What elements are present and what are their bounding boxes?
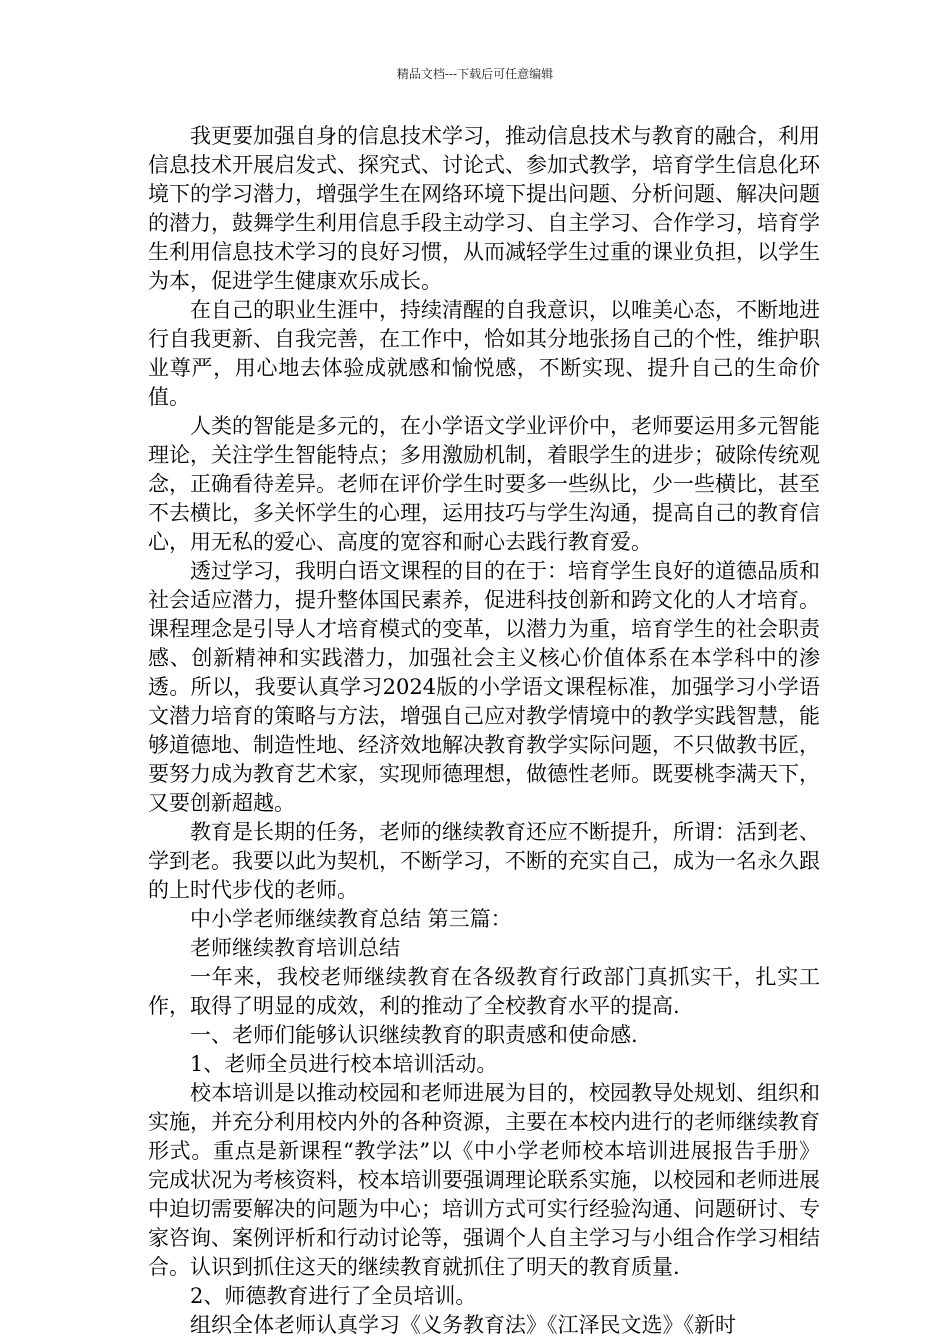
paragraph: 透过学习，我明白语文课程的目的在于：培育学生良好的道德品质和社会适应潜力，提升整体国民素养，促进科技创新和跨文化的人才培育。课程理念是引导人才培育模式的变革，以潜力为重，培育学生的社会职责感、创新精神和实践潜力，加强社会主义核心价值体系在本学科中的渗透。所以，我要认真学习2024版的小学语文课程标准，加强学习小学语文潜力培育的策略与方法，增强自己应对教学情境中的教学实践智慧，能够道德地、制造性地、经济效地解决教育教学实际问题，不只做教书匠，要努力成为教育艺术家，实现师德理想，做德性老师。既要桃李满天下，又要创新超越。 [148, 559, 820, 815]
page-header: 精品文档---下载后可任意编辑 [396, 67, 554, 81]
paragraph: 人类的智能是多元的，在小学语文学业评价中，老师要运用多元智能理论，关注学生智能特点；多用激励机制，着眼学生的进步；破除传统观念，正确看待差异。老师在评价学生时要多一些纵比，少一些横比，甚至不去横比，多关怀学生的心理，运用技巧与学生沟通，提高自己的教育信心，用无私的爱心、高度的宽容和耐心去践行教育爱。 [148, 414, 820, 554]
paragraph: 在自己的职业生涯中，持续清醒的自我意识，以唯美心态，不断地进行自我更新、自我完善，在工作中，恰如其分地张扬自己的个性，维护职业尊严，用心地去体验成就感和愉悦感，不断实现、提升自己的生命价值。 [148, 298, 820, 409]
heading-level-2: 1、老师全员进行校本培训活动。 [190, 1052, 498, 1076]
paragraph: 教育是长期的任务，老师的继续教育还应不断提升，所谓：活到老、学到老。我要以此为契机，不断学习，不断的充实自己，成为一名永久跟的上时代步伐的老师。 [148, 820, 820, 902]
paragraph: 组织全体老师认真学习《义务教育法》《江泽民文选》《新时 [190, 1313, 736, 1337]
paragraph: 校本培训是以推动校园和老师进展为目的，校园教导处规划、组织和实施，并充分利用校内外的各种资源，主要在本校内进行的老师继续教育形式。重点是新课程“教学法”以《中小学老师校本培训进展报告手册》完成状况为考核资料，校本培训要强调理论联系实施，以校园和老师进展中迫切需要解决的问题为中心；培训方式可实行经验沟通、问题研讨、专家咨询、案例评析和行动讨论等，强调个人自主学习与小组合作学习相结合。认识到抓住这天的继续教育就抓住了明天的教育质量. [148, 1081, 820, 1279]
section-subtitle: 老师继续教育培训总结 [190, 936, 400, 960]
document-body [148, 122, 820, 1340]
heading-level-2: 2、师德教育进行了全员培训。 [190, 1284, 477, 1308]
paragraph: 我更要加强自身的信息技术学习，推动信息技术与教育的融合，利用信息技术开展启发式、探究式、讨论式、参加式教学，培育学生信息化环境下的学习潜力，增强学生在网络环境下提出问题、分析问题、解决问题的潜力，鼓舞学生利用信息手段主动学习、自主学习、合作学习，培育学生利用信息技术学习的良好习惯，从而减轻学生过重的课业负担，以学生为本，促进学生健康欢乐成长。 [148, 124, 820, 293]
paragraph: 一年来，我校老师继续教育在各级教育行政部门真抓实干，扎实工作，取得了明显的成效，利的推动了全校教育水平的提高. [148, 965, 820, 1018]
heading-level-1: 一、老师们能够认识继续教育的职责感和使命感. [190, 1023, 638, 1047]
section-title: 中小学老师继续教育总结 第三篇： [190, 907, 512, 931]
